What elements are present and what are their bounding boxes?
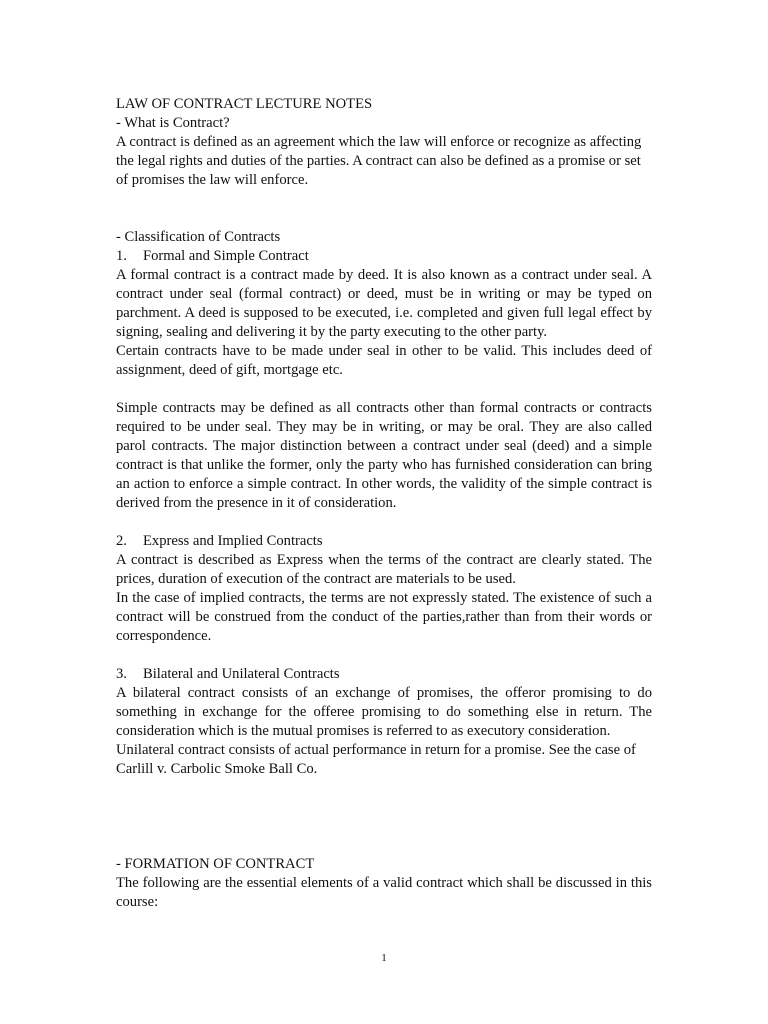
classification-heading: - Classification of Contracts (116, 229, 281, 245)
spacer (116, 513, 652, 532)
simple-contract-paragraph: Simple contracts may be defined as all contracts other than formal contracts or contracts required to be under seal. They may be in writing, or may be oral. They are also called parol contracts. The major distinction between a contract under seal (deed) and a simple contract is that unlike the former, only the party who has furnished consideration can bring an action to enforce a simple contract. In other words, the validity of the simple contract is derived from the presence in it of consideration. (116, 400, 652, 511)
spacer (116, 779, 652, 855)
section-title: Express and Implied Contracts (143, 533, 323, 549)
page-number: 1 (381, 952, 387, 964)
section-heading-bilateral-unilateral (116, 665, 652, 684)
document-title: LAW OF CONTRACT LECTURE NOTES (116, 96, 373, 112)
spacer (116, 380, 652, 399)
formal-contract-paragraph: A formal contract is a contract made by deed. It is also known as a contract under seal. A contract under seal (formal contract) or deed, must be in writing or may be typed on parchment. A deed is supposed to be executed, i.e. completed and given full legal effect by signing, sealing and delivering it by the party executing to the other party. (116, 267, 652, 340)
contract-definition-paragraph: A contract is defined as an agreement which the law will enforce or recognize as affecting the legal rights and duties of the parties. A contract can also be defined as a promise or set of promises the law will enforce. (116, 134, 642, 188)
section-number: 1. (116, 248, 127, 264)
what-is-contract-heading: - What is Contract? (116, 115, 230, 131)
section-number: 3. (116, 666, 127, 682)
section-title: Formal and Simple Contract (143, 248, 309, 264)
section-number: 2. (116, 533, 127, 549)
unilateral-contract-paragraph: Unilateral contract consists of actual performance in return for a promise. See the case of Carlill v. Carbolic Smoke Ball Co. (116, 742, 636, 777)
section-heading-express-implied (116, 532, 652, 551)
spacer (116, 646, 652, 665)
spacer (116, 190, 652, 228)
document-body (116, 95, 652, 912)
express-contract-paragraph: A contract is described as Express when the terms of the contract are clearly stated. The prices, duration of execution of the contract are materials to be used. (116, 552, 652, 587)
under-seal-paragraph: Certain contracts have to be made under seal in other to be valid. This includes deed of assignment, deed of gift, mortgage etc. (116, 343, 652, 378)
section-heading-formal-simple (116, 247, 652, 266)
section-title: Bilateral and Unilateral Contracts (143, 666, 340, 682)
formation-paragraph: The following are the essential elements of a valid contract which shall be discussed in this course: (116, 875, 652, 910)
bilateral-contract-paragraph: A bilateral contract consists of an exchange of promises, the offeror promising to do something in exchange for the offeree promising to do something else in return. The consideration which is the mutual promises is referred to as executory consideration. (116, 685, 652, 739)
implied-contract-paragraph: In the case of implied contracts, the terms are not expressly stated. The existence of such a contract will be construed from the conduct of the parties,rather than from their words or correspondence. (116, 590, 652, 644)
formation-heading: - FORMATION OF CONTRACT (116, 856, 315, 872)
